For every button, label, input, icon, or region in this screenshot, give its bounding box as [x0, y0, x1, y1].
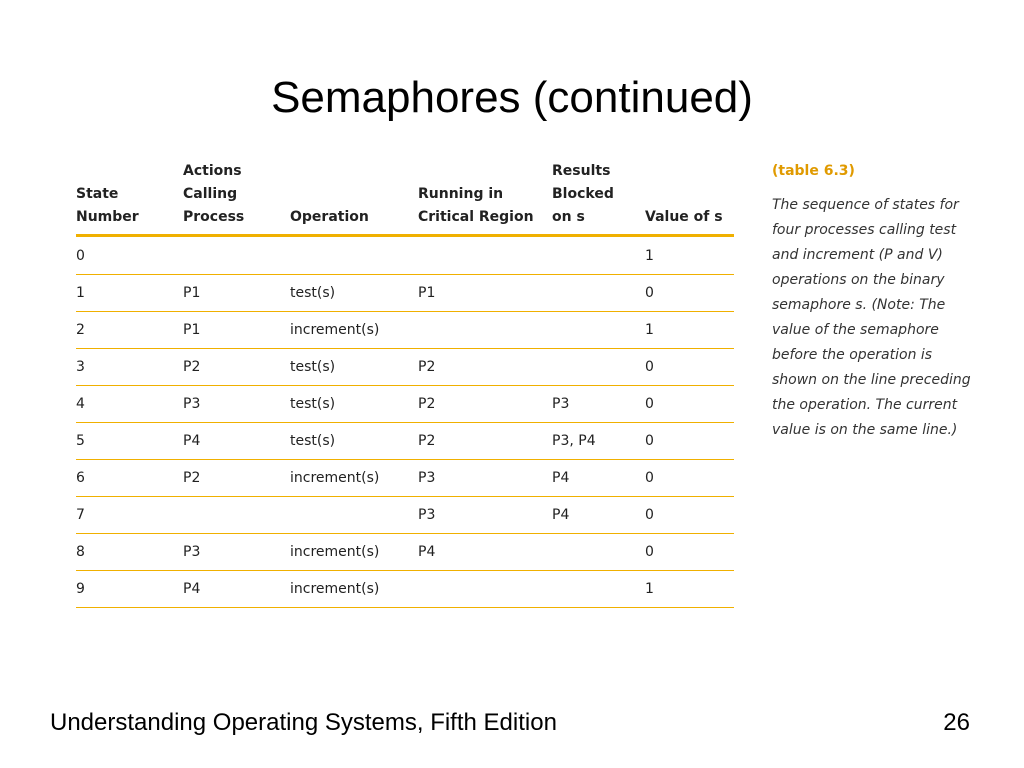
cell-blocked: P3, P4	[552, 423, 645, 460]
cell-running: P2	[418, 349, 552, 386]
header-operation	[290, 160, 418, 236]
header-line: Number	[76, 209, 139, 225]
table-row	[76, 236, 734, 275]
header-line: Blocked	[552, 186, 614, 202]
cell-value: 1	[645, 236, 734, 275]
cell-operation	[290, 236, 418, 275]
table-row	[76, 312, 734, 349]
table-row	[76, 497, 734, 534]
cell-operation: test(s)	[290, 386, 418, 423]
cell-state: 4	[76, 386, 183, 423]
header-line: State	[76, 186, 119, 202]
cell-blocked: P3	[552, 386, 645, 423]
cell-blocked	[552, 275, 645, 312]
page-number: 26	[943, 709, 970, 736]
cell-state: 7	[76, 497, 183, 534]
table-row	[76, 534, 734, 571]
cell-running	[418, 312, 552, 349]
cell-state: 6	[76, 460, 183, 497]
cell-process: P1	[183, 312, 290, 349]
cell-blocked	[552, 236, 645, 275]
cell-process: P4	[183, 571, 290, 608]
cell-value: 0	[645, 386, 734, 423]
header-running-in-critical-region	[418, 160, 552, 236]
cell-running: P2	[418, 423, 552, 460]
header-state-number	[76, 160, 183, 236]
cell-operation: increment(s)	[290, 571, 418, 608]
cell-operation: increment(s)	[290, 460, 418, 497]
header-line: Calling	[183, 186, 238, 202]
cell-operation: increment(s)	[290, 312, 418, 349]
header-line: Running in	[418, 186, 504, 202]
cell-blocked	[552, 571, 645, 608]
cell-state: 1	[76, 275, 183, 312]
cell-state: 3	[76, 349, 183, 386]
cell-running: P2	[418, 386, 552, 423]
cell-running	[418, 236, 552, 275]
header-value-of-s	[645, 160, 734, 236]
table-header-row	[76, 160, 734, 236]
cell-operation	[290, 497, 418, 534]
cell-value: 0	[645, 534, 734, 571]
header-results-blocked-on-s	[552, 160, 645, 236]
semaphore-table	[76, 160, 734, 608]
caption-label: (table 6.3)	[772, 163, 855, 179]
cell-operation: test(s)	[290, 349, 418, 386]
cell-running: P4	[418, 534, 552, 571]
slide-title: Semaphores (continued)	[271, 73, 753, 122]
cell-state: 8	[76, 534, 183, 571]
cell-blocked	[552, 312, 645, 349]
cell-value: 0	[645, 275, 734, 312]
cell-process	[183, 236, 290, 275]
cell-process: P1	[183, 275, 290, 312]
cell-blocked: P4	[552, 460, 645, 497]
cell-running: P1	[418, 275, 552, 312]
cell-running: P3	[418, 497, 552, 534]
cell-value: 0	[645, 497, 734, 534]
cell-value: 1	[645, 312, 734, 349]
cell-operation: increment(s)	[290, 534, 418, 571]
caption-text: The sequence of states for four processes calling test and increment (P and V) operations on the binary semaphore s. (Note: The value of the semaphore before the operation is shown on the line preceding the operation. The current value is on the same line.)	[772, 197, 971, 438]
table-row	[76, 571, 734, 608]
cell-process: P2	[183, 460, 290, 497]
header-line: Process	[183, 209, 245, 225]
cell-state: 5	[76, 423, 183, 460]
table-row	[76, 423, 734, 460]
cell-process: P3	[183, 386, 290, 423]
cell-blocked	[552, 349, 645, 386]
table-row	[76, 460, 734, 497]
cell-process: P4	[183, 423, 290, 460]
cell-process: P3	[183, 534, 290, 571]
table-row	[76, 349, 734, 386]
footer-book-title: Understanding Operating Systems, Fifth Edition	[50, 709, 557, 736]
cell-blocked	[552, 534, 645, 571]
cell-blocked: P4	[552, 497, 645, 534]
cell-process: P2	[183, 349, 290, 386]
cell-value: 0	[645, 349, 734, 386]
header-line: Value of s	[645, 209, 723, 225]
header-line: Critical Region	[418, 209, 534, 225]
table-caption	[772, 160, 972, 443]
cell-process	[183, 497, 290, 534]
semaphore-table-container	[76, 160, 734, 608]
cell-state: 9	[76, 571, 183, 608]
cell-state: 2	[76, 312, 183, 349]
header-line: Results	[552, 163, 611, 179]
header-line: Actions	[183, 163, 242, 179]
cell-operation: test(s)	[290, 275, 418, 312]
cell-operation: test(s)	[290, 423, 418, 460]
cell-running	[418, 571, 552, 608]
cell-value: 1	[645, 571, 734, 608]
cell-value: 0	[645, 460, 734, 497]
header-actions-calling-process	[183, 160, 290, 236]
header-line: Operation	[290, 209, 369, 225]
header-line: on s	[552, 209, 585, 225]
cell-running: P3	[418, 460, 552, 497]
table-row	[76, 386, 734, 423]
table-row	[76, 275, 734, 312]
cell-value: 0	[645, 423, 734, 460]
cell-state: 0	[76, 236, 183, 275]
